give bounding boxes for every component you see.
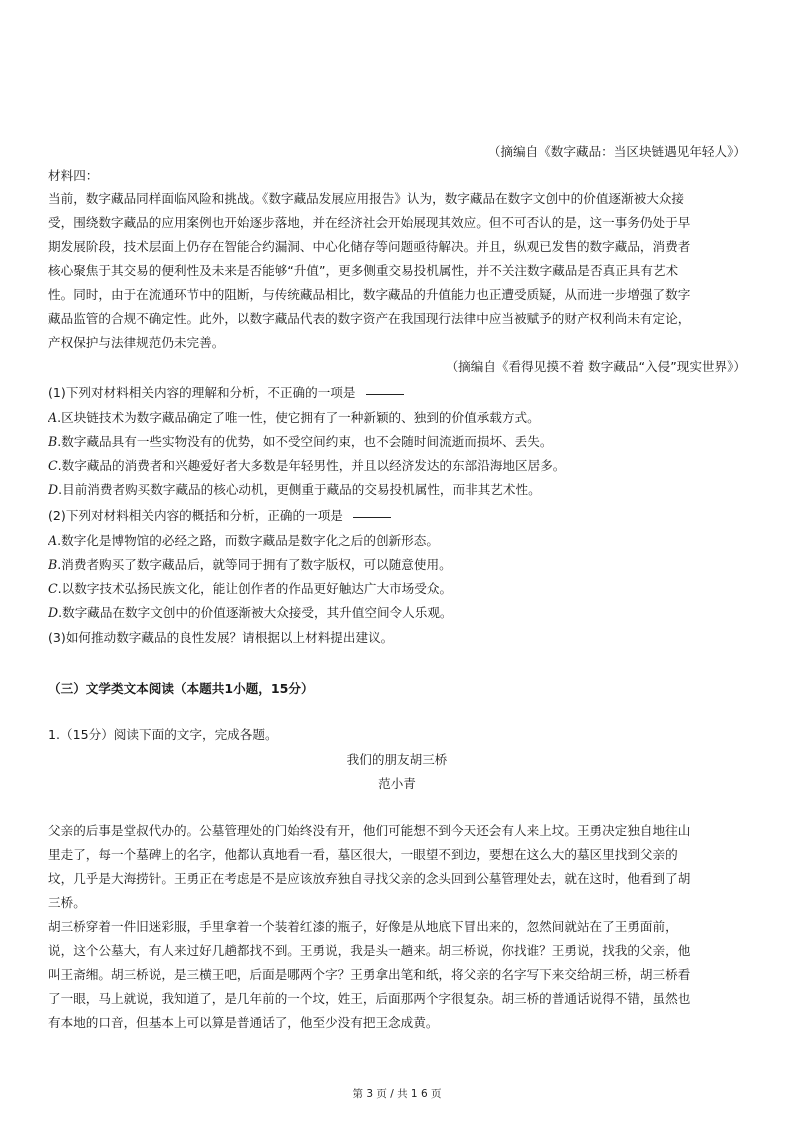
option-letter: A [48,410,58,425]
story-paragraph-line: 有本地的口音，但基本上可以算是普通话了，他至少没有把王念成黄。 [48,1015,439,1030]
answer-blank[interactable] [353,517,391,518]
question-1-option-b [48,434,754,450]
story-paragraph-line: 胡三桥穿着一件旧迷彩服，手里拿着一个装着红漆的瓶子，好像是从地底下冒出来的，忽然间就站在了王勇面前， [48,919,678,934]
story-paragraph-line: 里走了，每一个墓碑上的名字，他都认真地看一看，墓区很大，一眼望不到边，要想在这么大的墓区里找到父亲的 [48,847,678,862]
material4-line: 当前，数字藏品同样面临风险和挑战。《数字藏品发展应用报告》认为，数字藏品在数字文创中的价值逐渐被大众接 [48,191,684,206]
section-heading: （三）文学类文本阅读（本题共1小题，15分） [48,681,314,696]
option-text: .消费者购买了数字藏品后，就等同于拥有了数字版权，可以随意使用。 [57,557,452,572]
material4-line: 产权保护与法律规范仍未完善。 [48,335,225,350]
material4-line: 藏品监管的合规不确定性。此外，以数字藏品代表的数字资产在我国现行法律中应当被赋予的财产权利尚未有定论， [48,311,691,326]
story-paragraph-line: 三桥。 [48,895,86,910]
option-text: .数字藏品的消费者和兴趣爱好者大多数是年轻男性，并且以经济发达的东部沿海地区居多。 [57,458,566,473]
option-letter: C [48,458,58,473]
question-2-option-c [48,581,754,597]
question-1-option-c [48,458,754,474]
question-1-option-d [48,482,754,498]
question-2-stem [48,508,754,524]
story-paragraph-line: 叫王斋缃。胡三桥说，是三横王吧，后面是哪两个字？王勇拿出笔和纸，将父亲的名字写下来交给胡三桥，胡三桥看 [48,967,691,982]
story-title: 我们的朋友胡三桥 [346,752,448,767]
option-letter: B [48,434,58,449]
option-text: .以数字技术弘扬民族文化，能让创作者的作品更好触达广大市场受众。 [57,581,453,596]
material4-source: （摘编自《看得见摸不着 数字藏品“入侵”现实世界》） [445,359,746,374]
reading-question-stem: 1.（15分）阅读下面的文字，完成各题。 [48,727,278,742]
page-footer: 第 3 页 / 共 1 6 页 [352,1088,442,1100]
story-paragraph-line: 了一眼，马上就说，我知道了，是几年前的一个坟，姓王，后面那两个字很复杂。胡三桥的普通话说得不错，虽然也 [48,991,691,1006]
question-2-stem-text: (2)下列对材料相关内容的概括和分析，正确的一项是 [48,508,343,523]
option-text: .数字藏品在数字文创中的价值逐渐被大众接受，其升值空间令人乐观。 [58,605,453,620]
story-paragraph-line: 坟，几乎是大海捞针。王勇正在考虑是不是应该放弃独自寻找父亲的念头回到公墓管理处去，就在这时，他看到了胡 [48,871,691,886]
option-letter: C [48,581,58,596]
story-author: 范小青 [378,776,416,791]
option-text: .区块链技术为数字藏品确定了唯一性，使它拥有了一种新颖的、独到的价值承载方式。 [57,410,540,425]
option-letter: A [48,533,58,548]
material4-line: 受，围绕数字藏品的应用案例也开始逐步落地，并在经济社会开始展现其效应。但不可否认的是，这一事务仍处于早 [48,215,691,230]
material4-line: 核心聚焦于其交易的便利性及未来是否能够“升值”，更多侧重交易投机属性，并不关注数字藏品是否真正具有艺术 [48,263,679,278]
answer-blank[interactable] [366,394,404,395]
story-paragraph-line: 父亲的后事是堂叔代办的。公墓管理处的门始终没有开，他们可能想不到今天还会有人来上坟。王勇决定独自地往山 [48,823,691,838]
option-text: .目前消费者购买数字藏品的核心动机，更侧重于藏品的交易投机属性，而非其艺术性。 [58,482,541,497]
option-text: .数字藏品具有一些实物没有的优势，如不受空间约束，也不会随时间流逝而损坏、丢失。 [57,434,553,449]
question-1-stem-text: (1)下列对材料相关内容的理解和分析，不正确的一项是 [48,385,356,400]
question-1-stem [48,385,754,401]
material4-line: 期发展阶段，技术层面上仍存在智能合约漏洞、中心化储存等问题亟待解决。并且，纵观已发售的数字藏品，消费者 [48,239,691,254]
material3-source: （摘编自《数字藏品：当区块链遇见年轻人》） [487,144,746,159]
question-2-option-a [48,533,754,549]
option-letter: D [48,482,59,497]
question-1-option-a [48,410,754,426]
material4-heading: 材料四： [48,168,99,183]
question-2-option-d [48,605,754,621]
question-3-stem: (3)如何推动数字藏品的良性发展？请根据以上材料提出建议。 [48,630,394,645]
option-letter: D [48,605,59,620]
material4-line: 性。同时，由于在流通环节中的阻断，与传统藏品相比，数字藏品的升值能力也正遭受质疑，从而进一步增强了数字 [48,287,691,302]
option-letter: B [48,557,58,572]
option-text: .数字化是博物馆的必经之路，而数字藏品是数字化之后的创新形态。 [57,533,439,548]
story-paragraph-line: 说，这个公墓大，有人来过好几趟都找不到。王勇说，我是头一趟来。胡三桥说，你找谁？王勇说，找我的父亲，他 [48,943,691,958]
question-2-option-b [48,557,754,573]
